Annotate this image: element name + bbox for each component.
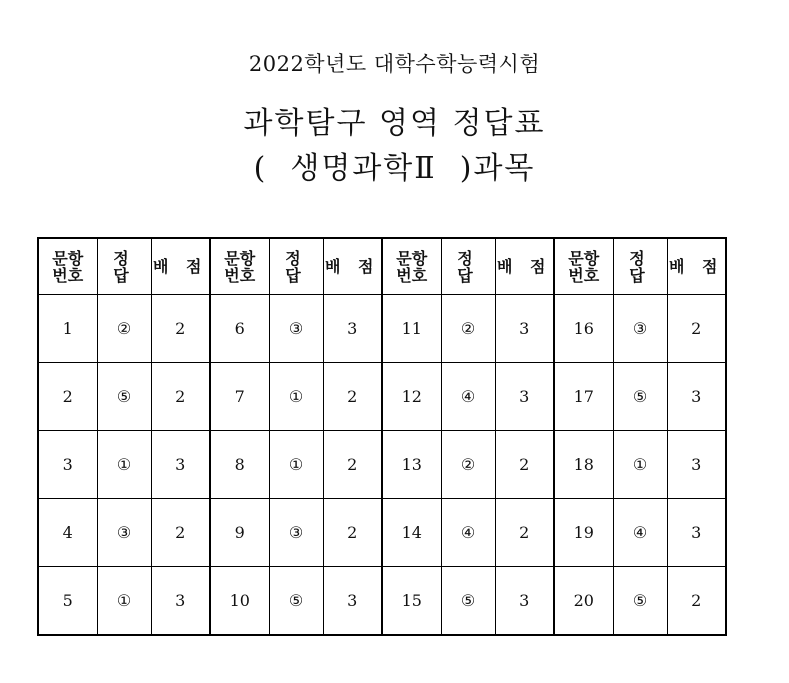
points-cell: 3 — [495, 363, 554, 431]
answer-cell: ⑤ — [97, 363, 151, 431]
answer-cell: ⑤ — [613, 363, 667, 431]
answer-cell: ③ — [613, 295, 667, 363]
points-cell: 3 — [151, 431, 210, 499]
question-number-cell: 12 — [382, 363, 441, 431]
answer-key-table — [37, 237, 727, 636]
header-points: 배 점 — [667, 238, 726, 295]
answer-cell: ② — [441, 295, 495, 363]
points-cell: 2 — [323, 363, 382, 431]
header-question-number-line1: 문항 — [396, 248, 428, 268]
question-number-cell: 1 — [38, 295, 97, 363]
points-cell: 3 — [667, 499, 726, 567]
subject-name: 생명과학Ⅱ — [290, 151, 437, 186]
points-cell: 3 — [323, 295, 382, 363]
question-number-cell: 17 — [554, 363, 613, 431]
header-answer: 정 답 — [613, 238, 667, 295]
question-number-cell: 8 — [210, 431, 269, 499]
points-cell: 2 — [151, 499, 210, 567]
header-question-number-line1: 문항 — [568, 248, 600, 268]
question-number-cell: 18 — [554, 431, 613, 499]
header-question-number-line1: 문항 — [52, 248, 84, 268]
points-cell: 3 — [495, 295, 554, 363]
table-row — [38, 567, 726, 636]
header-answer: 정 답 — [97, 238, 151, 295]
header-answer: 정 답 — [269, 238, 323, 295]
points-cell: 3 — [667, 363, 726, 431]
answer-cell: ① — [269, 363, 323, 431]
header-question-number — [554, 238, 613, 295]
table-body — [38, 295, 726, 636]
answer-cell: ④ — [441, 363, 495, 431]
header-question-number — [210, 238, 269, 295]
question-number-cell: 3 — [38, 431, 97, 499]
header-question-number-line2: 번호 — [568, 265, 600, 285]
header-question-number — [382, 238, 441, 295]
header-question-number-line1: 문항 — [224, 248, 256, 268]
table-row — [38, 499, 726, 567]
table-row — [38, 295, 726, 363]
points-cell: 2 — [495, 431, 554, 499]
answer-cell: ⑤ — [613, 567, 667, 636]
subject-close-paren: )과목 — [459, 151, 536, 186]
answer-cell: ③ — [269, 499, 323, 567]
answer-cell: ② — [441, 431, 495, 499]
answer-cell: ① — [97, 431, 151, 499]
question-number-cell: 14 — [382, 499, 441, 567]
header-question-number-line2: 번호 — [52, 265, 84, 285]
header-points: 배 점 — [495, 238, 554, 295]
points-cell: 3 — [151, 567, 210, 636]
points-cell: 2 — [667, 567, 726, 636]
header-points: 배 점 — [323, 238, 382, 295]
points-cell: 2 — [323, 499, 382, 567]
question-number-cell: 19 — [554, 499, 613, 567]
points-cell: 2 — [151, 363, 210, 431]
answer-cell: ③ — [97, 499, 151, 567]
question-number-cell: 20 — [554, 567, 613, 636]
points-cell: 2 — [323, 431, 382, 499]
answer-cell: ⑤ — [441, 567, 495, 636]
question-number-cell: 6 — [210, 295, 269, 363]
points-cell: 2 — [151, 295, 210, 363]
question-number-cell: 9 — [210, 499, 269, 567]
points-cell: 2 — [495, 499, 554, 567]
header-question-number — [38, 238, 97, 295]
question-number-cell: 2 — [38, 363, 97, 431]
question-number-cell: 16 — [554, 295, 613, 363]
points-cell: 3 — [667, 431, 726, 499]
question-number-cell: 15 — [382, 567, 441, 636]
header-answer: 정 답 — [441, 238, 495, 295]
answer-cell: ④ — [441, 499, 495, 567]
subject-line — [0, 143, 789, 187]
subject-open-paren: ( — [253, 151, 268, 186]
points-cell: 3 — [323, 567, 382, 636]
question-number-cell: 7 — [210, 363, 269, 431]
sheet-title: 과학탐구 영역 정답표 — [243, 106, 546, 141]
table-header-row — [38, 238, 726, 295]
answer-cell: ② — [97, 295, 151, 363]
answer-cell: ④ — [613, 499, 667, 567]
question-number-cell: 13 — [382, 431, 441, 499]
answer-cell: ⑤ — [269, 567, 323, 636]
header-points: 배 점 — [151, 238, 210, 295]
table-row — [38, 363, 726, 431]
answer-cell: ① — [269, 431, 323, 499]
answer-cell: ① — [97, 567, 151, 636]
table-row — [38, 431, 726, 499]
question-number-cell: 10 — [210, 567, 269, 636]
exam-title: 2022학년도 대학수학능력시험 — [248, 52, 541, 76]
question-number-cell: 11 — [382, 295, 441, 363]
question-number-cell: 4 — [38, 499, 97, 567]
header-question-number-line2: 번호 — [396, 265, 428, 285]
answer-cell: ① — [613, 431, 667, 499]
header-question-number-line2: 번호 — [224, 265, 256, 285]
answer-cell: ③ — [269, 295, 323, 363]
question-number-cell: 5 — [38, 567, 97, 636]
points-cell: 3 — [495, 567, 554, 636]
points-cell: 2 — [667, 295, 726, 363]
